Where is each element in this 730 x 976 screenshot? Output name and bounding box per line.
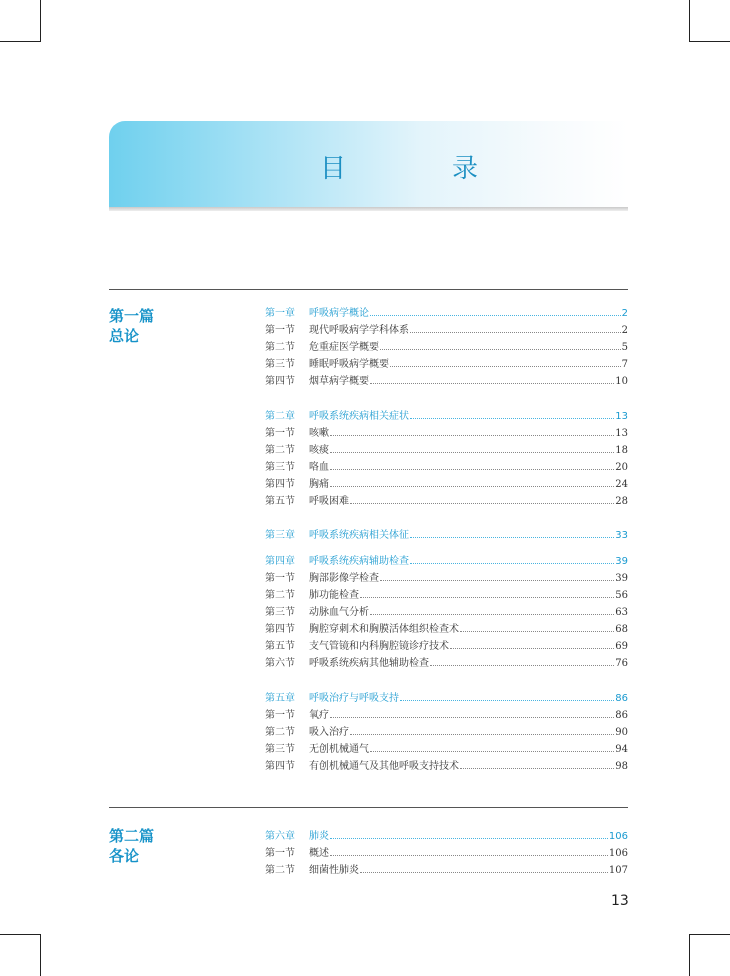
part-divider <box>109 289 628 290</box>
toc-section-entry[interactable] <box>265 425 628 442</box>
toc-section-entry[interactable] <box>265 356 628 373</box>
dot-leader <box>330 855 608 856</box>
crop-mark <box>40 0 41 42</box>
dot-leader <box>430 665 614 666</box>
part-number: 第二篇 <box>109 827 155 845</box>
dot-leader <box>410 537 614 538</box>
entry-page: 2 <box>621 325 628 336</box>
toc-section-entry[interactable] <box>265 339 628 356</box>
entry-number: 第四节 <box>265 761 295 772</box>
dot-leader <box>330 717 614 718</box>
toc-section-entry[interactable] <box>265 570 628 587</box>
toc-section-entry[interactable] <box>265 493 628 510</box>
entry-title: 胸腔穿刺术和胸膜活体组织检查术 <box>309 624 459 635</box>
entry-page: 68 <box>615 624 628 635</box>
dot-leader <box>370 383 614 384</box>
entry-title: 危重症医学概要 <box>309 342 379 353</box>
crop-mark <box>689 934 690 976</box>
dot-leader <box>460 631 614 632</box>
entry-number: 第二节 <box>265 865 295 876</box>
entry-page: 2 <box>621 308 628 319</box>
dot-leader <box>410 418 614 419</box>
entry-page: 106 <box>608 848 628 859</box>
crop-mark <box>40 934 41 976</box>
dot-leader <box>370 751 614 752</box>
entry-number: 第二节 <box>265 342 295 353</box>
entry-page: 90 <box>615 727 628 738</box>
dot-leader <box>450 648 614 649</box>
dot-leader <box>380 349 621 350</box>
crop-mark <box>689 41 730 42</box>
entry-page: 7 <box>621 359 628 370</box>
entry-title: 氧疗 <box>309 710 329 721</box>
entry-number: 第三节 <box>265 607 295 618</box>
entry-number: 第一节 <box>265 573 295 584</box>
entry-title: 胸部影像学检查 <box>309 573 379 584</box>
toc-section-entry[interactable] <box>265 724 628 741</box>
entry-page: 13 <box>615 428 628 439</box>
entry-page: 86 <box>615 693 628 704</box>
entry-page: 39 <box>615 556 628 567</box>
entry-page: 94 <box>615 744 628 755</box>
entry-number: 第一章 <box>265 308 295 319</box>
entry-title: 咳嗽 <box>309 428 329 439</box>
dot-leader <box>370 315 621 316</box>
toc-section-entry[interactable] <box>265 741 628 758</box>
entry-title: 呼吸系统疾病辅助检查 <box>309 556 409 567</box>
toc-section-entry[interactable] <box>265 862 628 879</box>
entry-number: 第四节 <box>265 624 295 635</box>
dot-leader <box>350 734 614 735</box>
entry-number: 第二章 <box>265 411 295 422</box>
entry-page: 63 <box>615 607 628 618</box>
toc-section-entry[interactable] <box>265 604 628 621</box>
entry-number: 第二节 <box>265 445 295 456</box>
entry-title: 细菌性肺炎 <box>309 865 359 876</box>
entry-title: 呼吸病学概论 <box>309 308 369 319</box>
dot-leader <box>380 580 614 581</box>
dot-leader <box>360 872 608 873</box>
entry-page: 86 <box>615 710 628 721</box>
dot-leader <box>330 469 614 470</box>
entry-page: 33 <box>615 530 628 541</box>
entry-number: 第三节 <box>265 359 295 370</box>
entry-number: 第六章 <box>265 831 295 842</box>
dot-leader <box>360 597 614 598</box>
entry-page: 39 <box>615 573 628 584</box>
entry-page: 106 <box>608 831 628 842</box>
part-number: 第一篇 <box>109 307 155 325</box>
entry-page: 18 <box>615 445 628 456</box>
entry-page: 20 <box>615 462 628 473</box>
entry-number: 第三节 <box>265 462 295 473</box>
entry-title: 无创机械通气 <box>309 744 369 755</box>
entry-number: 第一节 <box>265 325 295 336</box>
entry-title: 支气管镜和内科胸腔镜诊疗技术 <box>309 641 449 652</box>
dot-leader <box>330 452 614 453</box>
entry-page: 56 <box>615 590 628 601</box>
dot-leader <box>350 503 614 504</box>
dot-leader <box>400 700 614 701</box>
entry-title: 肺炎 <box>309 831 329 842</box>
entry-title: 烟草病学概要 <box>309 376 369 387</box>
entry-title: 胸痛 <box>309 479 329 490</box>
entry-page: 10 <box>615 376 628 387</box>
part-name: 各论 <box>109 847 140 865</box>
crop-mark <box>689 934 730 935</box>
part-divider <box>109 807 628 808</box>
toc-chapter-entry[interactable] <box>265 527 628 544</box>
crop-mark <box>0 41 40 42</box>
toc-section-entry[interactable] <box>265 845 628 862</box>
part-label <box>109 826 154 866</box>
toc-chapter-entry[interactable] <box>265 553 628 570</box>
entry-page: 76 <box>615 658 628 669</box>
toc-section-entry[interactable] <box>265 621 628 638</box>
entry-number: 第六节 <box>265 658 295 669</box>
entry-title: 呼吸治疗与呼吸支持 <box>309 693 399 704</box>
toc-chapter-entry[interactable] <box>265 408 628 425</box>
entry-title: 睡眠呼吸病学概要 <box>309 359 389 370</box>
dot-leader <box>410 563 614 564</box>
entry-number: 第二节 <box>265 590 295 601</box>
entry-title: 呼吸系统疾病相关体征 <box>309 530 409 541</box>
banner-shadow <box>109 207 628 211</box>
dot-leader <box>410 332 621 333</box>
toc-section-entry[interactable] <box>265 322 628 339</box>
part-name: 总论 <box>109 327 140 345</box>
entry-number: 第四章 <box>265 556 295 567</box>
toc-chapter-entry[interactable] <box>265 690 628 707</box>
toc-section-entry[interactable] <box>265 459 628 476</box>
entry-title: 吸入治疗 <box>309 727 349 738</box>
toc-chapter-entry[interactable] <box>265 305 628 322</box>
dot-leader <box>330 435 614 436</box>
toc-section-entry[interactable] <box>265 707 628 724</box>
entry-page: 69 <box>615 641 628 652</box>
entry-page: 24 <box>615 479 628 490</box>
dot-leader <box>330 838 608 839</box>
entry-title: 动脉血气分析 <box>309 607 369 618</box>
entry-number: 第一节 <box>265 428 295 439</box>
toc-section-entry[interactable] <box>265 638 628 655</box>
entry-number: 第五节 <box>265 641 295 652</box>
entry-title: 呼吸系统疾病相关症状 <box>309 411 409 422</box>
page-number: 13 <box>611 893 629 909</box>
entry-page: 107 <box>608 865 628 876</box>
entry-number: 第五节 <box>265 496 295 507</box>
page-title: 目 录 <box>320 154 519 184</box>
entry-number: 第二节 <box>265 727 295 738</box>
entry-title: 肺功能检查 <box>309 590 359 601</box>
entry-number: 第四节 <box>265 479 295 490</box>
dot-leader <box>460 768 614 769</box>
dot-leader <box>370 614 614 615</box>
crop-mark <box>0 934 40 935</box>
entry-number: 第一节 <box>265 710 295 721</box>
dot-leader <box>330 486 614 487</box>
entry-number: 第三章 <box>265 530 295 541</box>
toc-section-entry[interactable] <box>265 758 628 775</box>
toc-section-entry[interactable] <box>265 587 628 604</box>
toc-chapter-entry[interactable] <box>265 828 628 845</box>
entry-number: 第四节 <box>265 376 295 387</box>
entry-page: 28 <box>615 496 628 507</box>
entry-title: 现代呼吸病学学科体系 <box>309 325 409 336</box>
entry-page: 13 <box>615 411 628 422</box>
toc-section-entry[interactable] <box>265 442 628 459</box>
dot-leader <box>390 366 621 367</box>
entry-title: 咯血 <box>309 462 329 473</box>
entry-number: 第三节 <box>265 744 295 755</box>
entry-page: 98 <box>615 761 628 772</box>
entry-title: 呼吸系统疾病其他辅助检查 <box>309 658 429 669</box>
entry-number: 第五章 <box>265 693 295 704</box>
entry-title: 呼吸困难 <box>309 496 349 507</box>
entry-title: 咳痰 <box>309 445 329 456</box>
toc-section-entry[interactable] <box>265 373 628 390</box>
entry-title: 概述 <box>309 848 329 859</box>
toc-section-entry[interactable] <box>265 655 628 672</box>
toc-section-entry[interactable] <box>265 476 628 493</box>
entry-number: 第一节 <box>265 848 295 859</box>
crop-mark <box>689 0 690 42</box>
entry-title: 有创机械通气及其他呼吸支持技术 <box>309 761 459 772</box>
part-label <box>109 306 154 346</box>
entry-page: 5 <box>621 342 628 353</box>
